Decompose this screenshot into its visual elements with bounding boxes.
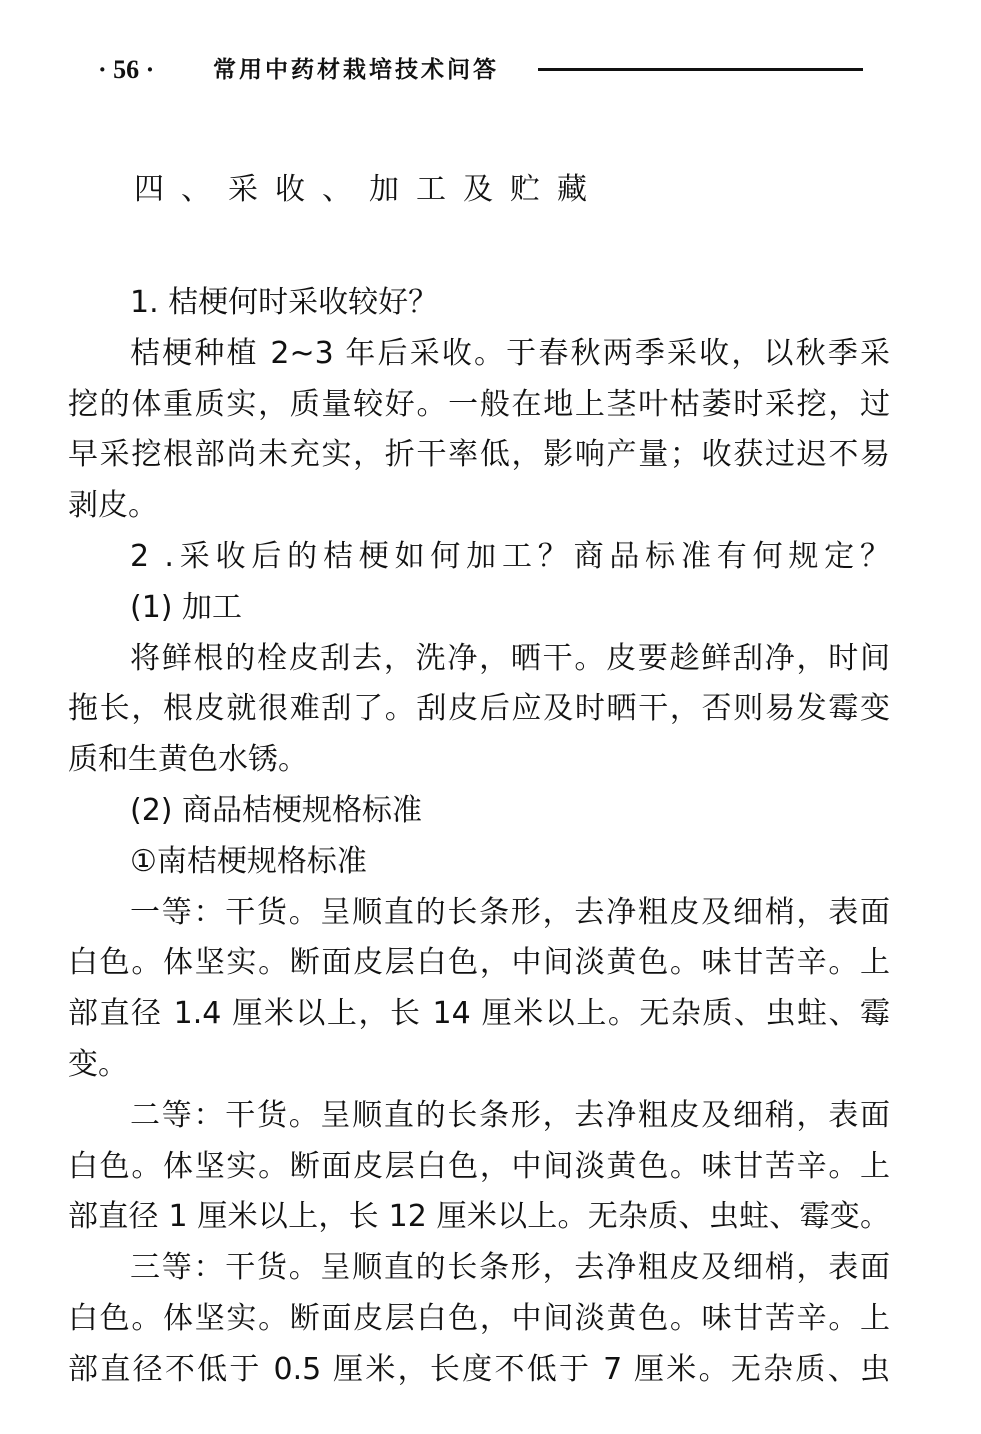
paragraph-line: 白色。体坚实。断面皮层白色，中间淡黄色。味甘苦辛。上 — [68, 1148, 890, 1184]
paragraph-line: 部直径 1.4 厘米以上，长 14 厘米以上。无杂质、虫蛀、霉 — [68, 996, 890, 1032]
question-heading: 2 .采收后的桔梗如何加工？商品标准有何规定？ — [130, 538, 890, 574]
paragraph-line: 一等：干货。呈顺直的长条形，去净粗皮及细梢，表面 — [130, 894, 890, 930]
paragraph-line: 白色。体坚实。断面皮层白色，中间淡黄色。味甘苦辛。上 — [68, 1300, 890, 1336]
subsection-heading: (1) 加工 — [130, 589, 243, 625]
paragraph-line: 剥皮。 — [68, 488, 158, 524]
question-heading: 1. 桔梗何时采收较好？ — [130, 285, 439, 320]
paragraph-line: 白色。体坚实。断面皮层白色，中间淡黄色。味甘苦辛。上 — [68, 945, 890, 981]
paragraph-line: 早采挖根部尚未充实，折干率低，影响产量；收获过迟不易 — [68, 437, 890, 473]
paragraph-line: 挖的体重质实，质量较好。一般在地上茎叶枯萎时采挖，过 — [68, 386, 890, 422]
paragraph-line: 二等：干货。呈顺直的长条形，去净粗皮及细稍，表面 — [130, 1097, 890, 1133]
paragraph-line: 拖长，根皮就很难刮了。刮皮后应及时晒干，否则易发霉变 — [68, 691, 890, 727]
paragraph-line: 将鲜根的栓皮刮去，洗净，晒干。皮要趁鲜刮净，时间 — [130, 640, 890, 676]
section-heading: 四、采收、加工及贮藏 — [134, 172, 604, 207]
paragraph-line: 三等：干货。呈顺直的长条形，去净粗皮及细梢，表面 — [130, 1250, 890, 1286]
book-title: 常用中药材栽培技术问答 — [213, 56, 499, 83]
running-header — [98, 52, 868, 88]
paragraph-line: 部直径不低于 0.5 厘米，长度不低于 7 厘米。无杂质、虫 — [68, 1351, 890, 1387]
paragraph-line: 质和生黄色水锈。 — [68, 742, 308, 778]
paragraph-line: 变。 — [68, 1046, 128, 1082]
paragraph-line: 桔梗种植 2~3 年后采收。于春秋两季采收，以秋季采 — [130, 335, 890, 371]
header-rule — [538, 68, 863, 71]
page-number: · 56 · — [98, 55, 155, 84]
paragraph-line: 部直径 1 厘米以上，长 12 厘米以上。无杂质、虫蛀、霉变。 — [68, 1199, 890, 1235]
subsection-heading: ①南桔梗规格标准 — [130, 843, 367, 879]
body-text — [68, 278, 890, 1396]
subsection-heading: (2) 商品桔梗规格标准 — [130, 792, 423, 828]
